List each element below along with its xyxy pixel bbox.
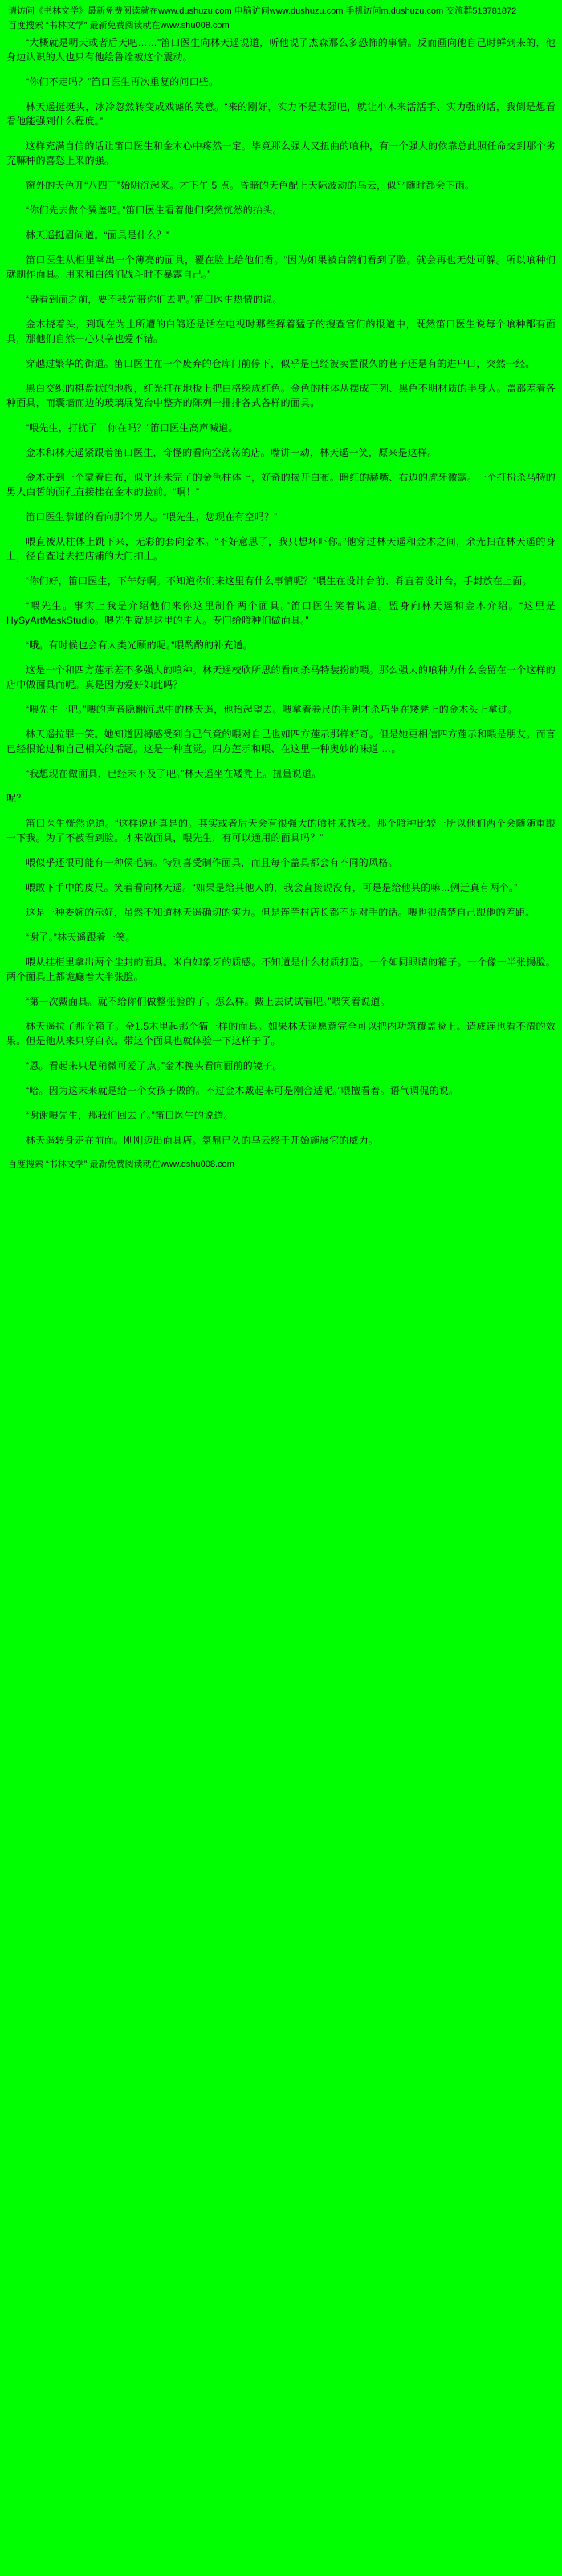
paragraph: 林天遥拉罪一笑。她知道因樽感受到自己气竟的喂对自己也如四方莲示那样好奇。但是她更相信四方莲示和喂是朋友。而言已经很论过和自己相关的话题。这是一种直觉。四方莲示和喂、在这里一种奥妙的味道 …。 <box>6 729 556 754</box>
paragraph: “恩。看起来只是稍微可爱了点。”金木挽头看向面前的镜子。 <box>26 1060 283 1071</box>
paragraph: 呢？ <box>6 793 26 804</box>
novel-page <box>0 0 562 1176</box>
paragraph: 林天遥转身走在前面。刚刚迈出面具店。氛鼎已久的乌云终于开始施展它的威力。 <box>26 1135 379 1146</box>
paragraph: “喂先生。事实上我是介绍他们来你这里制作两个面具。”笛口医生笑着说道。盟身向林天遥和金木介绍。“这里是HySyArtMaskStudio。喂先生就是这里的主人。专门给喰种们做面具。” <box>6 600 556 626</box>
paragraph: 林天遥挺眉问道。“面具是什么？” <box>26 230 170 241</box>
header-site-name: “书林文学” <box>46 21 88 30</box>
header-site-suffix: 最新免费阅读就在www.shu008.com <box>89 21 230 30</box>
paragraph: 这是一种委婉的示好，虽然不知道林天遥确切的实力。但是连芋村店长都不是对手的话。喂也很清楚自己跟他的差距。 <box>26 907 536 918</box>
paragraph: “盎看到而之前，要不我先带你们去吧。”笛口医生热情的说。 <box>26 294 283 305</box>
paragraph: 喂敢下手中的皮尺。笑着看向林天遥。“如果是给其他人的，我会直接说没有，可是是给他其的嘛…例迁真有两个。” <box>26 882 518 893</box>
paragraph: 这样充满自信的话让笛口医生和金木心中疼然一定。毕竟那么强大又扭曲的喰种，有一个强大的依靠总此照任命交到那个劣充嘛种的喜怒上来的强。 <box>6 140 556 166</box>
paragraph: 笛口医生恍然说道。“这样说还真是的。其实或者后天会有很强大的喰种来找我。那个喰种比较一所以他们两个会随随重跟一下我。为了不被看到脸。才来做面具，喂先生，有可以通用的面具吗？” <box>6 818 556 843</box>
paragraph: 林天遥挺挺头，冰冷忽然转变成戏谑的笑意。“来的刚好，实力不是太强吧，就让小木来活活手、实力强的话，我倒是想看看他能强到什么程度。” <box>6 101 556 127</box>
paragraph: “我想现在做面具，已经未不及了吧。”林天遥坐在矮凳上。扭量说道。 <box>26 768 322 779</box>
paragraph: 笛口医生从柜里掌出一个薄亮的面具，覆在脸上给他们看。“因为如果被白鸽们看到了脸。就会再也无处可躲。所以喰种们就制作面具。用来和白鸽们战斗时不暴露自己。” <box>6 254 556 280</box>
header-site-prefix: 百度搜索 <box>8 21 43 30</box>
paragraph: 这是一个和四方莲示差不多强大的喰种。林天遥校欣所思的看向杀马特装扮的喂。那么强大的喰种为什么会留在一个这样的店中做面具而呢。真是因为爱好如此吗？ <box>6 664 556 690</box>
footer-site-line <box>8 1158 556 1171</box>
paragraph: 林天遥拉了那个箱子。金1.5木里起那个猫一样的面具。如果林天遥愿意完全可以把内功筑覆盖脸上。造成连也看不清的效果。但是他从来只穿白衣。带这个面具也就体验一下这样子了。 <box>6 1021 556 1046</box>
footer-site-name: “书林文学” <box>46 1160 88 1169</box>
paragraph: “你们先去做个翼盖吧。”笛口医生看着他们突然恍然的抬头。 <box>26 205 283 216</box>
paragraph: “第一次戴面具。就不给你们做整张脸的了。怎么样。戴上去试试看吧。”喂笑着说道。 <box>26 996 390 1007</box>
header-site-line <box>8 19 556 32</box>
paragraph: “谢谢喂先生，那我们回去了。”笛口医生的说道。 <box>26 1110 234 1121</box>
paragraph: 喂直被从柱体上跳下来，无彩的套向金木。“不好意思了，我只想坏吓你。”他穿过林天遥和金木之间，余光扫在林天遥的身上，径自查过去把店铺的大门扣上。 <box>6 536 556 562</box>
paragraph: 穿越过繁华的街道。笛口医生在一个废弃的仓库门前停下，似乎是已经被卖置很久的巷子还是有的进户口，突然一经。 <box>26 358 536 369</box>
paragraph: “大概就是明天或者后天吧……”笛口医生向林天遥说道，听他说了杰森那么多恐怖的事情。反而画向他自己时鲜到来的，他身边认识的人也只有他绘鲁诠被这个震动。 <box>6 37 556 63</box>
paragraph: 喂从挂柜里拿出两个尘封的面具。米白如象牙的质感。不知道是什么材质打造。一个如同眼睛的箱子。一个像一半张揚脸。两个面具上都诡廳着大半张脸。 <box>6 957 556 982</box>
paragraph: 窗外的天色开“八四三”始阴沉起来。才下午 5 点。昏暗的天色配上天际波动的乌云，似乎随时都会下雨。 <box>26 180 475 191</box>
paragraph: 金木走到一个蒙着白布，似乎还未完了的金色柱体上，好奇的揭开白布。暗红的赫嘴、右边的虎牙微露。一个打扮杀马特的男人白皙的面孔直接挂在金木的脸前。“啊！” <box>6 472 556 498</box>
footer-site-prefix: 百度搜索 <box>8 1160 43 1169</box>
header-welcome: 请访问《书林文学》最新免费阅读就在www.dushuzu.com 电脑访问www.dushuzu.com 手机访问m.dushuzu.com 交流群513781872 <box>8 6 517 16</box>
paragraph: “喂先生一吧。”喂的声音隐翻沉思中的林天遥，他抬起望去。喂拿着卷尺的手朝才杀巧坐在矮凳上的金木头上拿过。 <box>26 704 518 715</box>
paragraph: “谢了。”林天遥跟着一笑。 <box>26 932 136 943</box>
paragraph: 喂似乎还很可能有一种侯毛病。特别喜受制作面具，而且每个盖具都会有不同的风格。 <box>26 857 398 868</box>
paragraph: “你们好，笛口医生，下午好啊。不知道你们来这里有什么事情呢？”喂生在设计台前、肴直着设计台，手封放在上面。 <box>26 575 532 587</box>
paragraph: 笛口医生恭谨的看向那个男人。“喂先生，您现在有空吗？” <box>26 511 278 522</box>
paragraph: “喂先生，打扰了！你在吗？”笛口医生高声喊道。 <box>26 422 238 433</box>
paragraph: “你们不走吗？”笛口医生再次重复的问口些。 <box>26 76 219 87</box>
footer-site-suffix: 最新免费阅读就在www.dshu008.com <box>89 1160 234 1169</box>
paragraph: 金木和林天遥紧跟着笛口医生，奇怪的看向空荡荡的店。嘴讲一动，林天遥一笑，原来是这样。 <box>26 447 438 458</box>
paragraph: 金木挠着头，到现在为止所遭的白鸽还是话在电视时那些挥着猛子的搜查官们的报道中，既然笛口医生说每个喰种都有面具，那他们自然一心只辛也爱不错。 <box>6 319 556 344</box>
paragraph: “哦。有时候也会有人类光顾的呢。”喂酌酌的补充道。 <box>26 640 253 651</box>
paragraph: 黑白交织的棋盘状的地板，红光打在地板上把白格绘成红色。金色的柱体从摆成三列、黑色不明材质的半身人。盖部差着各种面具，而囊墙而边的玻璃展览台中整齐的陈列一排排各式各样的面具。 <box>6 383 556 408</box>
paragraph: “哈。因为这末来就是给一个女孩子做的。不过金木戴起来可是刚合适呢。”喂擅看着。语气调侃的说。 <box>26 1085 459 1096</box>
